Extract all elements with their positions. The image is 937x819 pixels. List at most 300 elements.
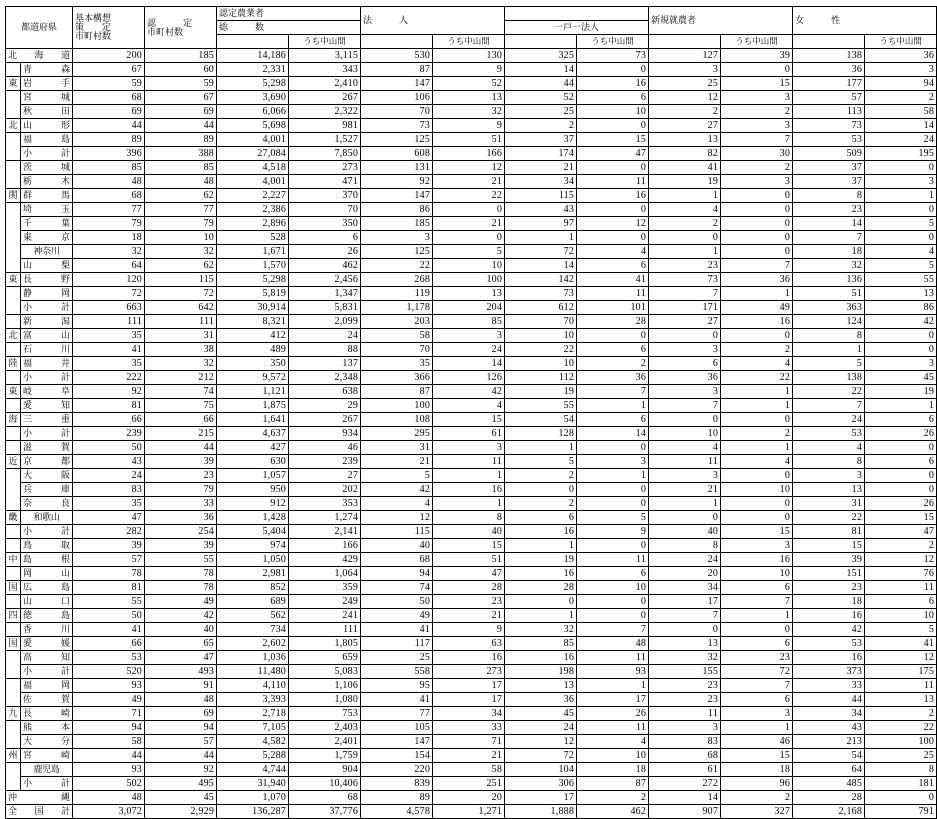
table-cell: 11 [577, 175, 649, 189]
table-cell: 100 [865, 735, 937, 749]
table-cell: 5,288 [217, 749, 289, 763]
table-cell: 934 [289, 427, 361, 441]
table-cell: 19 [649, 175, 721, 189]
table-cell: 112 [505, 371, 577, 385]
table-cell: 136,287 [217, 805, 289, 819]
table-cell: 5,298 [217, 77, 289, 91]
table-row [6, 749, 937, 763]
table-cell: 40 [361, 539, 433, 553]
table-cell: 7 [793, 399, 865, 413]
table-cell: 78 [73, 567, 145, 581]
table-row [6, 217, 937, 231]
table-cell: 185 [361, 217, 433, 231]
table-cell: 2,331 [217, 63, 289, 77]
table-cell: 72 [145, 287, 217, 301]
table-cell: 1 [865, 189, 937, 203]
table-cell: 23 [433, 595, 505, 609]
table-cell: 15 [721, 525, 793, 539]
header-josei-chusankan: うち中山間 [865, 35, 937, 49]
table-cell: 44 [73, 119, 145, 133]
table-cell: 4 [577, 245, 649, 259]
table-cell: 0 [865, 791, 937, 805]
table-cell: 22 [793, 385, 865, 399]
row-prefecture-label: 小 計 [21, 777, 73, 791]
row-region-label [6, 763, 21, 777]
table-cell: 8 [793, 189, 865, 203]
table-cell: 42 [865, 315, 937, 329]
table-cell: 37 [505, 133, 577, 147]
table-cell: 15 [865, 511, 937, 525]
table-cell: 25 [361, 651, 433, 665]
table-cell: 14 [865, 119, 937, 133]
row-prefecture-label: 滋 賀 [21, 441, 73, 455]
table-cell: 2 [721, 161, 793, 175]
table-cell: 12 [505, 735, 577, 749]
table-cell: 78 [145, 567, 217, 581]
table-cell: 22 [433, 189, 505, 203]
table-cell: 630 [217, 455, 289, 469]
table-cell: 212 [145, 371, 217, 385]
table-cell: 213 [793, 735, 865, 749]
table-cell: 47 [433, 567, 505, 581]
row-region-label [6, 497, 21, 511]
table-cell: 41 [577, 273, 649, 287]
table-cell: 57 [73, 553, 145, 567]
table-cell: 36 [505, 693, 577, 707]
table-cell: 22 [793, 511, 865, 525]
table-cell: 1,106 [289, 679, 361, 693]
table-cell: 100 [361, 399, 433, 413]
header-nintei-nougyousha [217, 7, 361, 21]
table-row [6, 539, 937, 553]
table-cell: 42 [361, 483, 433, 497]
table-cell: 26 [577, 707, 649, 721]
table-cell: 0 [649, 329, 721, 343]
table-cell: 6 [505, 511, 577, 525]
table-cell: 0 [577, 483, 649, 497]
table-cell: 94 [145, 721, 217, 735]
row-region-label [6, 217, 21, 231]
table-cell: 0 [865, 441, 937, 455]
table-cell: 5 [505, 455, 577, 469]
table-cell: 17 [433, 693, 505, 707]
row-prefecture-label: 鳥 取 [21, 539, 73, 553]
row-region-label: 海 [6, 413, 21, 427]
table-cell: 2,410 [289, 77, 361, 91]
table-cell: 327 [721, 805, 793, 819]
table-cell: 14 [433, 357, 505, 371]
table-cell: 3,072 [73, 805, 145, 819]
table-cell: 53 [73, 651, 145, 665]
table-cell: 528 [217, 231, 289, 245]
table-cell: 49 [145, 595, 217, 609]
table-cell: 35 [73, 329, 145, 343]
table-cell: 136 [793, 273, 865, 287]
table-cell: 34 [433, 707, 505, 721]
table-cell: 72 [721, 665, 793, 679]
table-cell: 0 [721, 245, 793, 259]
table-cell: 53 [793, 637, 865, 651]
header-blank-ikko [505, 35, 577, 49]
table-cell: 1,057 [217, 469, 289, 483]
table-cell: 1 [721, 609, 793, 623]
table-cell: 306 [505, 777, 577, 791]
table-cell: 4 [433, 399, 505, 413]
header-houjin: 法 人 [361, 7, 505, 35]
table-cell: 9 [433, 63, 505, 77]
table-cell: 52 [505, 91, 577, 105]
table-cell: 5 [793, 357, 865, 371]
table-cell: 2,322 [289, 105, 361, 119]
table-cell: 16 [793, 609, 865, 623]
table-cell: 108 [361, 413, 433, 427]
table-cell: 2 [865, 539, 937, 553]
table-cell: 0 [433, 203, 505, 217]
table-cell: 0 [577, 161, 649, 175]
table-cell: 6 [721, 637, 793, 651]
header-josei: 女 性 [793, 7, 937, 35]
table-cell: 11 [577, 651, 649, 665]
row-prefecture-label: 岡 山 [21, 567, 73, 581]
table-cell: 75 [145, 399, 217, 413]
row-region-label [6, 315, 21, 329]
table-cell: 7 [577, 623, 649, 637]
table-cell: 2,403 [289, 721, 361, 735]
table-cell: 57 [145, 735, 217, 749]
table-cell: 6 [577, 259, 649, 273]
table-cell: 3 [649, 721, 721, 735]
table-cell: 2 [721, 791, 793, 805]
table-cell: 31 [361, 441, 433, 455]
table-cell: 273 [289, 161, 361, 175]
table-cell: 24 [73, 469, 145, 483]
table-cell: 1 [721, 287, 793, 301]
table-row [6, 315, 937, 329]
table-cell: 3 [433, 329, 505, 343]
table-cell: 7 [649, 399, 721, 413]
table-cell: 10 [505, 357, 577, 371]
table-cell: 268 [361, 273, 433, 287]
table-cell: 912 [217, 497, 289, 511]
table-cell: 11 [865, 581, 937, 595]
table-cell: 0 [721, 189, 793, 203]
table-cell: 117 [361, 637, 433, 651]
table-cell: 92 [145, 763, 217, 777]
table-cell: 58 [361, 329, 433, 343]
table-cell: 0 [577, 203, 649, 217]
table-cell: 41 [649, 161, 721, 175]
row-prefecture-label: 奈 良 [21, 497, 73, 511]
table-cell: 27 [289, 469, 361, 483]
table-cell: 24 [505, 721, 577, 735]
table-cell: 0 [721, 511, 793, 525]
table-cell: 1 [721, 441, 793, 455]
table-cell: 38 [145, 343, 217, 357]
table-cell: 612 [505, 301, 577, 315]
table-cell: 93 [73, 763, 145, 777]
table-row [6, 63, 937, 77]
table-cell: 61 [649, 763, 721, 777]
table-cell: 37 [793, 161, 865, 175]
table-cell: 33 [433, 721, 505, 735]
table-cell: 104 [505, 763, 577, 777]
row-region-label [6, 105, 21, 119]
table-cell: 54 [505, 413, 577, 427]
table-cell: 79 [145, 483, 217, 497]
row-region-label [6, 567, 21, 581]
table-cell: 13 [793, 483, 865, 497]
table-row [6, 497, 937, 511]
table-cell: 1 [505, 609, 577, 623]
table-cell: 0 [577, 231, 649, 245]
table-cell: 177 [793, 77, 865, 91]
table-cell: 13 [505, 679, 577, 693]
table-cell: 72 [73, 287, 145, 301]
row-region-label [6, 735, 21, 749]
table-cell: 62 [145, 259, 217, 273]
table-cell: 106 [361, 91, 433, 105]
header-kihon-line3: 市町村数 [75, 31, 112, 41]
table-row [6, 189, 937, 203]
table-cell: 7 [649, 609, 721, 623]
table-cell: 31,940 [217, 777, 289, 791]
table-cell: 49 [73, 693, 145, 707]
row-region-label [6, 133, 21, 147]
table-cell: 73 [793, 119, 865, 133]
table-cell: 7 [721, 595, 793, 609]
table-cell: 21 [361, 455, 433, 469]
table-cell: 85 [73, 161, 145, 175]
table-cell: 502 [73, 777, 145, 791]
header-houjin-chusankan: うち中山間 [433, 35, 505, 49]
table-cell: 16 [433, 651, 505, 665]
table-cell: 471 [289, 175, 361, 189]
table-cell: 1 [865, 399, 937, 413]
row-region-label [6, 399, 21, 413]
table-cell: 53 [793, 427, 865, 441]
table-cell: 4,110 [217, 679, 289, 693]
table-cell: 30,914 [217, 301, 289, 315]
table-cell: 254 [145, 525, 217, 539]
table-cell: 1,671 [217, 245, 289, 259]
table-cell: 13 [433, 287, 505, 301]
table-cell: 4,001 [217, 133, 289, 147]
table-cell: 166 [433, 147, 505, 161]
table-cell: 47 [865, 525, 937, 539]
table-cell: 125 [361, 133, 433, 147]
table-cell: 11 [649, 455, 721, 469]
header-nouka-sousuu: 総 数 [217, 21, 361, 35]
table-row [6, 147, 937, 161]
table-cell: 1 [505, 441, 577, 455]
table-cell: 32 [793, 259, 865, 273]
table-cell: 14 [505, 63, 577, 77]
table-cell: 51 [433, 553, 505, 567]
row-label: 北 海 道 [6, 49, 73, 63]
row-prefecture-label: 小 計 [21, 525, 73, 539]
table-cell: 3,115 [289, 49, 361, 63]
table-cell: 85 [505, 637, 577, 651]
table-cell: 48 [145, 693, 217, 707]
table-cell: 45 [505, 707, 577, 721]
table-cell: 1,805 [289, 637, 361, 651]
table-cell: 203 [361, 315, 433, 329]
row-prefecture-label: 長 野 [21, 273, 73, 287]
table-cell: 137 [289, 357, 361, 371]
table-cell: 5,698 [217, 119, 289, 133]
table-cell: 3,690 [217, 91, 289, 105]
table-row [6, 371, 937, 385]
table-cell: 53 [793, 133, 865, 147]
table-cell: 1,064 [289, 567, 361, 581]
table-cell: 13 [865, 287, 937, 301]
table-cell: 36 [793, 63, 865, 77]
table-cell: 6 [865, 413, 937, 427]
table-row [6, 231, 937, 245]
table-cell: 11 [577, 553, 649, 567]
row-region-label [6, 595, 21, 609]
table-cell: 14,186 [217, 49, 289, 63]
table-row [6, 273, 937, 287]
table-cell: 57 [793, 91, 865, 105]
table-cell: 1,888 [505, 805, 577, 819]
table-cell: 147 [361, 735, 433, 749]
table-cell: 4,518 [217, 161, 289, 175]
row-prefecture-label: 福 島 [21, 133, 73, 147]
table-cell: 3 [649, 343, 721, 357]
row-region-label: 北 [6, 119, 21, 133]
row-prefecture-label: 福 井 [21, 357, 73, 371]
table-cell: 130 [433, 49, 505, 63]
table-cell: 734 [217, 623, 289, 637]
table-cell: 32 [649, 651, 721, 665]
table-cell: 70 [361, 343, 433, 357]
table-cell: 22 [865, 721, 937, 735]
table-cell: 5 [865, 623, 937, 637]
table-cell: 46 [289, 441, 361, 455]
table-cell: 1 [793, 343, 865, 357]
table-cell: 18 [577, 763, 649, 777]
table-cell: 950 [217, 483, 289, 497]
table-cell: 36 [649, 371, 721, 385]
table-cell: 12 [865, 651, 937, 665]
table-cell: 8 [793, 329, 865, 343]
table-row [6, 511, 937, 525]
table-cell: 11 [649, 707, 721, 721]
table-cell: 23 [145, 469, 217, 483]
row-prefecture-label: 静 岡 [21, 287, 73, 301]
table-cell: 92 [361, 175, 433, 189]
table-cell: 41 [361, 693, 433, 707]
table-cell: 147 [361, 77, 433, 91]
table-cell: 520 [73, 665, 145, 679]
table-cell: 181 [865, 777, 937, 791]
table-row [6, 553, 937, 567]
statistics-table [5, 6, 937, 819]
row-region-label: 東 [6, 77, 21, 91]
table-cell: 852 [217, 581, 289, 595]
table-cell: 83 [649, 735, 721, 749]
table-cell: 138 [793, 49, 865, 63]
table-cell: 36 [721, 273, 793, 287]
table-cell: 12 [361, 511, 433, 525]
table-cell: 659 [289, 651, 361, 665]
table-cell: 1 [433, 497, 505, 511]
table-cell: 63 [433, 637, 505, 651]
row-region-label [6, 469, 21, 483]
row-prefecture-label: 青 森 [21, 63, 73, 77]
row-region-label [6, 161, 21, 175]
table-cell: 40 [649, 525, 721, 539]
table-cell: 68 [649, 749, 721, 763]
row-prefecture-label: 岩 手 [21, 77, 73, 91]
table-row [6, 777, 937, 791]
table-cell: 50 [73, 441, 145, 455]
table-row [6, 287, 937, 301]
table-cell: 1,759 [289, 749, 361, 763]
table-cell: 0 [577, 497, 649, 511]
table-cell: 111 [73, 315, 145, 329]
table-row [6, 651, 937, 665]
table-cell: 93 [577, 665, 649, 679]
table-cell: 175 [865, 665, 937, 679]
table-cell: 55 [865, 273, 937, 287]
table-cell: 11,480 [217, 665, 289, 679]
header-blank-houjin [361, 35, 433, 49]
table-cell: 981 [289, 119, 361, 133]
row-region-label [6, 287, 21, 301]
table-cell: 5,083 [289, 665, 361, 679]
table-cell: 0 [721, 469, 793, 483]
table-cell: 21 [433, 175, 505, 189]
table-cell: 111 [289, 623, 361, 637]
table-cell: 558 [361, 665, 433, 679]
table-cell: 58 [433, 763, 505, 777]
table-cell: 4 [649, 441, 721, 455]
table-cell: 489 [217, 343, 289, 357]
table-cell: 839 [361, 777, 433, 791]
table-row [6, 483, 937, 497]
table-cell: 0 [505, 483, 577, 497]
table-cell: 7 [721, 259, 793, 273]
row-region-label [6, 91, 21, 105]
table-row [6, 245, 937, 259]
table-cell: 125 [361, 245, 433, 259]
table-cell: 2 [721, 105, 793, 119]
row-label: 沖 縄 [6, 791, 73, 805]
table-cell: 68 [289, 791, 361, 805]
table-cell: 41 [361, 623, 433, 637]
table-cell: 11 [577, 721, 649, 735]
table-cell: 5 [361, 469, 433, 483]
row-region-label [6, 427, 21, 441]
table-cell: 22 [721, 371, 793, 385]
table-cell: 142 [505, 273, 577, 287]
row-region-label [6, 245, 21, 259]
table-row [6, 679, 937, 693]
table-cell: 126 [433, 371, 505, 385]
header-prefecture: 都道府県 [6, 7, 73, 49]
table-cell: 92 [73, 385, 145, 399]
table-cell: 41 [73, 343, 145, 357]
table-cell: 32 [145, 357, 217, 371]
table-cell: 8,321 [217, 315, 289, 329]
table-cell: 1,347 [289, 287, 361, 301]
table-cell: 1 [505, 539, 577, 553]
table-cell: 26 [865, 427, 937, 441]
table-cell: 94 [865, 77, 937, 91]
row-prefecture-label: 佐 賀 [21, 693, 73, 707]
